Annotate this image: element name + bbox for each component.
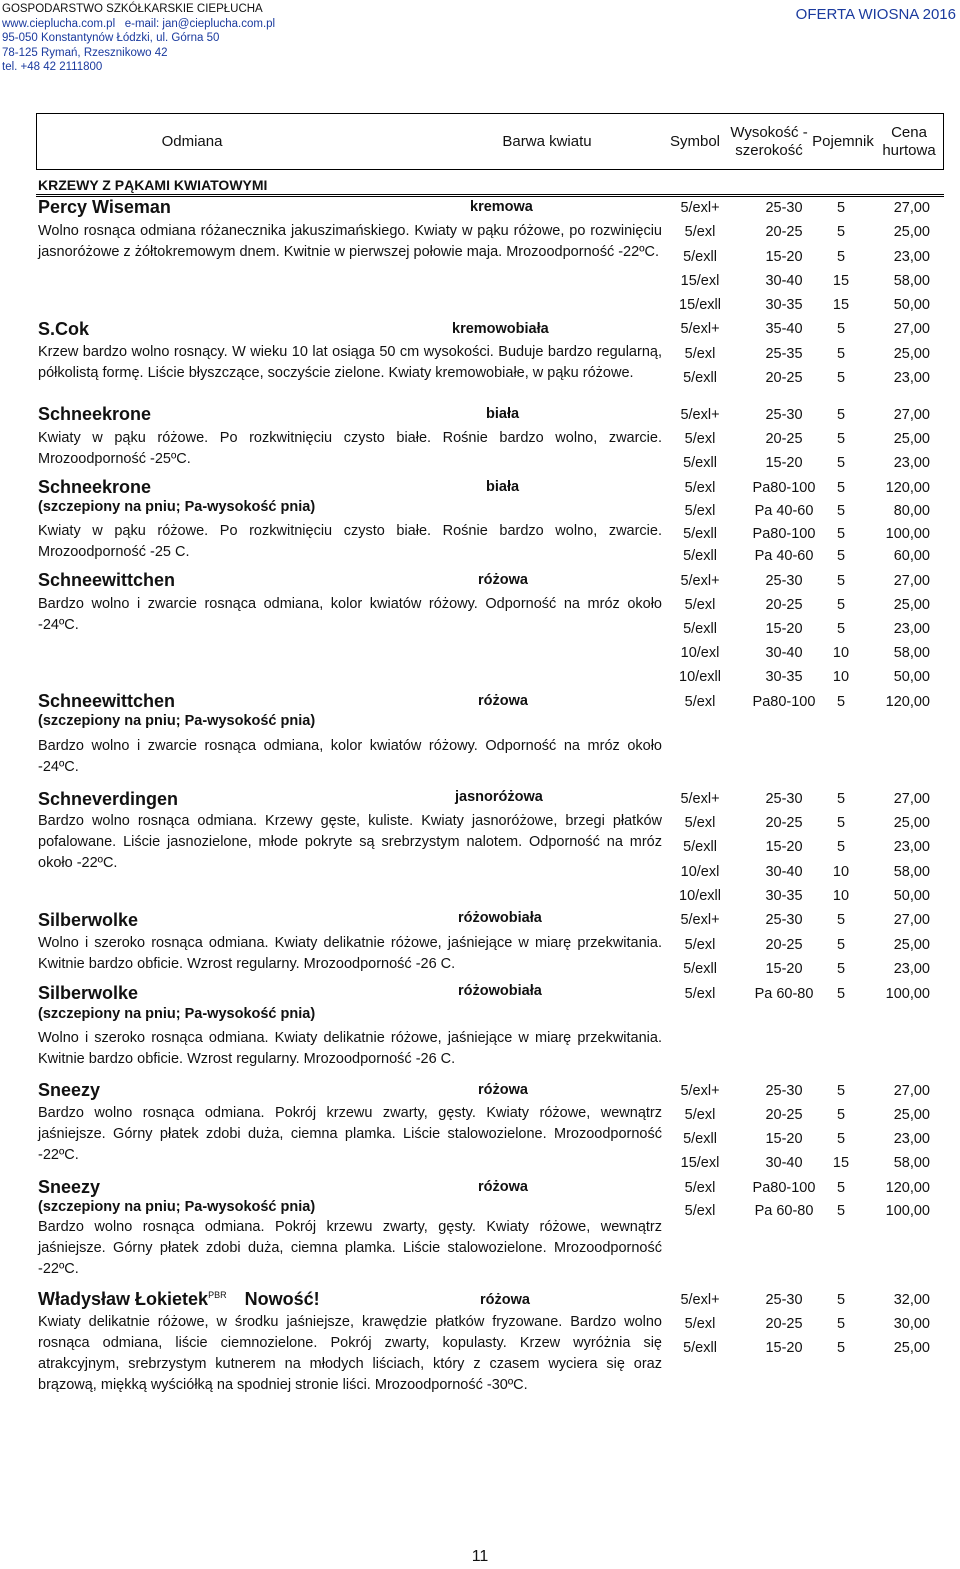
variety-description: Bardzo wolno i zwarcie rosnąca odmiana, kolor kwiatów różowy. Odporność na mróz około -24ºC.: [38, 738, 662, 775]
variety-name: S.Cok: [38, 319, 90, 339]
page-number: 11: [471, 1548, 489, 1565]
price: 100,00: [885, 986, 930, 1002]
symbol: 15/exl: [680, 273, 720, 289]
price: 27,00: [893, 200, 930, 216]
height: 15-20: [765, 1340, 803, 1356]
height: Pa 40-60: [754, 548, 814, 564]
variety-name: Schneewittchen: [38, 570, 176, 590]
price: 50,00: [893, 888, 930, 904]
flower-color: różowa: [478, 1082, 528, 1098]
graft-note: (szczepiony na pniu; Pa-wysokość pnia): [38, 1006, 316, 1022]
flower-color: różowa: [478, 1179, 528, 1195]
flower-color: różowa: [478, 572, 528, 588]
price-row: [660, 499, 950, 523]
variety-description: Wolno rosnąca odmiana różanecznika jakuszimańskiego. Kwiaty w pąku różowe, po rozwinięciu jasnoróżowe z żółtokremowym dnem. Kwitnie w pierwszej połowie maja. Mrozoodporność -22ºC.: [38, 223, 662, 260]
header-symbol: Symbol: [669, 132, 721, 150]
flower-color: różowa: [480, 1292, 530, 1308]
symbol: 5/exll: [683, 961, 717, 977]
container: 10: [832, 669, 850, 685]
container: 5: [836, 597, 846, 613]
symbol: 5/exll: [683, 839, 717, 855]
company-phone: tel. +48 42 2111800: [2, 61, 103, 73]
symbol: 5/exl: [684, 1316, 716, 1332]
symbol: 5/exll: [683, 526, 717, 542]
price-row: [660, 982, 950, 1006]
price-row: [660, 220, 950, 244]
pbr-mark: PBR: [208, 1290, 227, 1300]
variety-name: Silberwolke: [38, 983, 139, 1003]
container: 5: [836, 200, 846, 216]
price-row: [660, 957, 950, 981]
flower-color: biała: [486, 406, 520, 422]
variety-description: Kwiaty delikatnie różowe, w środku jaśniejsze, krawędzie płatków fryzowane. Bardzo wolno rosnąca odmiana, liście ciemnozielone. Pokrój zwarty, kopulasty. Krzew wyróżnia się atrakcyjnym, srebrzystym kutnerem na młodych liściach, który z czasem wyciera się oraz brązową, miękką wyściółką na spodniej stronie liści. Mrozoodporność -30ºC.: [38, 1314, 662, 1393]
height: 30-40: [765, 864, 803, 880]
price-row: [660, 1151, 950, 1175]
variety-name: [38, 1289, 320, 1310]
price-row: [660, 593, 950, 617]
container: 5: [836, 937, 846, 953]
price: 50,00: [893, 297, 930, 313]
price: 25,00: [893, 597, 930, 613]
price: 27,00: [893, 1083, 930, 1099]
price: 23,00: [893, 249, 930, 265]
variety-name: Schneverdingen: [38, 789, 179, 809]
price: 23,00: [893, 370, 930, 386]
price-row: [660, 1103, 950, 1127]
symbol: 5/exl: [684, 503, 716, 519]
container: 5: [836, 431, 846, 447]
symbol: 5/exl: [684, 1180, 716, 1196]
price: 58,00: [893, 273, 930, 289]
container: 5: [836, 480, 846, 496]
flower-color: różowobiała: [458, 910, 542, 926]
height: 25-30: [765, 407, 803, 423]
symbol: 10/exl: [680, 645, 720, 661]
height: 15-20: [765, 839, 803, 855]
header-height: Wysokość - szerokość: [730, 123, 808, 159]
price: 27,00: [893, 573, 930, 589]
price: 30,00: [893, 1316, 930, 1332]
symbol: 5/exl: [684, 346, 716, 362]
price-row: [660, 476, 950, 500]
graft-note: (szczepiony na pniu; Pa-wysokość pnia): [38, 713, 316, 729]
price-row: [660, 1176, 950, 1200]
price: 100,00: [885, 1203, 930, 1219]
height: 30-35: [765, 888, 803, 904]
container: 5: [836, 224, 846, 240]
height: Pa 60-80: [754, 986, 814, 1002]
price-row: [660, 569, 950, 593]
price: 100,00: [885, 526, 930, 542]
height: 20-25: [765, 1107, 803, 1123]
price-row: [660, 403, 950, 427]
variety-description: Bardzo wolno rosnąca odmiana. Pokrój krzewu zwarty, gęsty. Kwiaty różowe, wewnątrz jaśniejsze. Górny płatek zdobi duża, ciemna plamka. Liście stalowozielone. Mrozoodporność -22ºC.: [38, 1105, 662, 1163]
height: 30-40: [765, 645, 803, 661]
price: 25,00: [893, 224, 930, 240]
container: 5: [836, 1292, 846, 1308]
price: 25,00: [893, 1107, 930, 1123]
container: 5: [836, 321, 846, 337]
company-contact: [2, 17, 275, 32]
price: 27,00: [893, 321, 930, 337]
container: 5: [836, 573, 846, 589]
container: 5: [836, 1083, 846, 1099]
price-row: [660, 269, 950, 293]
price: 80,00: [893, 503, 930, 519]
price: 32,00: [893, 1292, 930, 1308]
symbol: 5/exl+: [680, 407, 720, 423]
height: 20-25: [765, 597, 803, 613]
symbol: 5/exll: [683, 621, 717, 637]
variety-name: Schneewittchen: [38, 691, 176, 711]
container: 15: [832, 297, 850, 313]
price-row: [660, 1127, 950, 1151]
container: 10: [832, 888, 850, 904]
container: 5: [836, 1180, 846, 1196]
height: 15-20: [765, 1131, 803, 1147]
container: 5: [836, 912, 846, 928]
price-row: [660, 293, 950, 317]
variety-name: Schneekrone: [38, 477, 152, 497]
symbol: 10/exl: [680, 864, 720, 880]
price: 120,00: [885, 694, 930, 710]
container: 5: [836, 1340, 846, 1356]
price: 27,00: [893, 407, 930, 423]
price-row: [660, 665, 950, 689]
container: 5: [836, 407, 846, 423]
category-title: KRZEWY Z PĄKAMI KWIATOWYMI: [38, 177, 268, 193]
price-row: [660, 908, 950, 932]
price: 58,00: [893, 1155, 930, 1171]
container: 5: [836, 1131, 846, 1147]
symbol: 5/exll: [683, 455, 717, 471]
price-row: [660, 835, 950, 859]
height: Pa 40-60: [754, 503, 814, 519]
price-row: [660, 196, 950, 220]
symbol: 5/exll: [683, 1131, 717, 1147]
container: 5: [836, 961, 846, 977]
symbol: 5/exl+: [680, 573, 720, 589]
symbol: 5/exl: [684, 597, 716, 613]
symbol: 5/exl+: [680, 1083, 720, 1099]
symbol: 5/exl: [684, 1203, 716, 1219]
price: 50,00: [893, 669, 930, 685]
container: 15: [832, 1155, 850, 1171]
header-price: Cena hurtowa: [882, 123, 936, 159]
symbol: 5/exl: [684, 815, 716, 831]
height: 25-30: [765, 573, 803, 589]
company-address-2: 78-125 Rymań, Rzesznikowo 42: [2, 46, 168, 59]
new-badge: Nowość!: [244, 1289, 320, 1309]
price-row: [660, 641, 950, 665]
container: 5: [836, 548, 846, 564]
price: 60,00: [893, 548, 930, 564]
variety-description: Wolno i szeroko rosnąca odmiana. Kwiaty delikatnie różowe, jaśniejące w miarę przekwitania. Kwitnie bardzo obficie. Wzrost regularny. Mrozoodporność -26 C.: [38, 935, 662, 972]
variety-description: Bardzo wolno rosnąca odmiana. Pokrój krzewu zwarty, gęsty. Kwiaty różowe, wewnątrz jaśniejsze. Górny płatek zdobi duża, ciemna plamka. Liście stalowozielone. Mrozoodporność -22ºC.: [38, 1219, 662, 1277]
variety-description: Bardzo wolno rosnąca odmiana. Krzewy gęste, kuliste. Kwiaty jasnoróżowe, brzegi płatków pofalowane. Liście jasnozielone, młode pokryte są srebrzystym nalotem. Odporność na mróz około -22ºC.: [38, 813, 662, 871]
flower-color: różowa: [478, 693, 528, 709]
height: 25-30: [765, 791, 803, 807]
height: Pa80-100: [752, 1180, 816, 1196]
price-row: [660, 427, 950, 451]
symbol: 5/exl+: [680, 1292, 720, 1308]
header-container: Pojemnik: [812, 132, 874, 150]
height: Pa80-100: [752, 480, 816, 496]
height: 25-30: [765, 1083, 803, 1099]
price: 23,00: [893, 961, 930, 977]
height: 25-30: [765, 1292, 803, 1308]
height: 20-25: [765, 224, 803, 240]
container: 15: [832, 273, 850, 289]
symbol: 5/exll: [683, 548, 717, 564]
container: 5: [836, 503, 846, 519]
price: 27,00: [893, 912, 930, 928]
symbol: 5/exl: [684, 431, 716, 447]
company-info: [2, 2, 275, 75]
height: Pa 60-80: [754, 1203, 814, 1219]
symbol: 5/exl+: [680, 321, 720, 337]
symbol: 15/exll: [679, 297, 721, 313]
company-name: GOSPODARSTWO SZKÓŁKARSKIE CIEPŁUCHA: [2, 3, 263, 15]
container: 5: [836, 986, 846, 1002]
container: 10: [832, 645, 850, 661]
price-row: [660, 690, 950, 714]
height: 30-40: [765, 273, 803, 289]
container: 5: [836, 1203, 846, 1219]
height: 20-25: [765, 370, 803, 386]
container: 5: [836, 694, 846, 710]
variety-description: Krzew bardzo wolno rosnący. W wieku 10 lat osiąga 50 cm wysokości. Buduje bardzo regularną, półkolistą formę. Liście błyszczące, soczyście zielone. Kwiaty kremowobiałe, w pąku różowe.: [38, 344, 662, 381]
symbol: 5/exll: [683, 370, 717, 386]
container: 5: [836, 621, 846, 637]
height: 20-25: [765, 937, 803, 953]
price: 23,00: [893, 621, 930, 637]
height: 25-30: [765, 912, 803, 928]
height: 25-30: [765, 200, 803, 216]
height: 30-35: [765, 669, 803, 685]
header-variety: Odmiana: [161, 132, 223, 150]
height: 15-20: [765, 961, 803, 977]
height: 20-25: [765, 431, 803, 447]
price: 120,00: [885, 480, 930, 496]
height: 20-25: [765, 815, 803, 831]
price-row: [660, 884, 950, 908]
price: 25,00: [893, 937, 930, 953]
price-row: [660, 1336, 950, 1360]
symbol: 5/exll: [683, 249, 717, 265]
flower-color: różowobiała: [458, 983, 542, 999]
flower-color: kremowa: [470, 199, 533, 215]
header-flower-color: Barwa kwiatu: [502, 132, 592, 150]
price-row: [660, 1079, 950, 1103]
price-row: [660, 544, 950, 568]
variety-name: Sneezy: [38, 1080, 101, 1100]
height: 15-20: [765, 621, 803, 637]
price-row: [660, 811, 950, 835]
height: 15-20: [765, 455, 803, 471]
symbol: 5/exl+: [680, 912, 720, 928]
flower-color: jasnoróżowa: [455, 789, 543, 805]
price: 25,00: [893, 431, 930, 447]
company-email[interactable]: e-mail: jan@cieplucha.com.pl: [124, 17, 276, 30]
price: 58,00: [893, 864, 930, 880]
price-row: [660, 933, 950, 957]
height: Pa80-100: [752, 694, 816, 710]
variety-name: Sneezy: [38, 1177, 101, 1197]
symbol: 5/exll: [683, 1340, 717, 1356]
height: 25-35: [765, 346, 803, 362]
price: 23,00: [893, 1131, 930, 1147]
variety-description: Bardzo wolno i zwarcie rosnąca odmiana, kolor kwiatów różowy. Odporność na mróz około -24ºC.: [38, 596, 662, 633]
price: 25,00: [893, 815, 930, 831]
symbol: 5/exl+: [680, 791, 720, 807]
variety-name: Schneekrone: [38, 404, 152, 424]
height: Pa80-100: [752, 526, 816, 542]
price-row: [660, 522, 950, 546]
price-row: [660, 787, 950, 811]
container: 5: [836, 455, 846, 471]
height: 15-20: [765, 249, 803, 265]
container: 5: [836, 815, 846, 831]
price-row: [660, 617, 950, 641]
variety-description: Wolno i szeroko rosnąca odmiana. Kwiaty delikatnie różowe, jaśniejące w miarę przekwitania. Kwitnie bardzo obficie. Wzrost regularny. Mrozoodporność -26 C.: [38, 1030, 662, 1067]
container: 5: [836, 526, 846, 542]
price: 23,00: [893, 839, 930, 855]
symbol: 5/exl: [684, 1107, 716, 1123]
price: 27,00: [893, 791, 930, 807]
symbol: 5/exl: [684, 224, 716, 240]
symbol: 5/exl: [684, 694, 716, 710]
price: 25,00: [893, 1340, 930, 1356]
category-divider: [36, 194, 944, 195]
variety-name: Percy Wiseman: [38, 197, 171, 217]
height: 30-35: [765, 297, 803, 313]
variety-name: Silberwolke: [38, 910, 139, 930]
price: 23,00: [893, 455, 930, 471]
price: 58,00: [893, 645, 930, 661]
offer-title: OFERTA WIOSNA 2016: [795, 6, 956, 23]
price-row: [660, 342, 950, 366]
height: 35-40: [765, 321, 803, 337]
symbol: 5/exl: [684, 937, 716, 953]
symbol: 10/exll: [679, 888, 721, 904]
symbol: 15/exl: [680, 1155, 720, 1171]
height: 30-40: [765, 1155, 803, 1171]
graft-note: (szczepiony na pniu; Pa-wysokość pnia): [38, 1199, 316, 1215]
container: 5: [836, 791, 846, 807]
company-address-1: 95-050 Konstantynów Łódzki, ul. Górna 50: [2, 32, 220, 44]
variety-name-text: Władysław Łokietek: [38, 1289, 209, 1309]
price-row: [660, 317, 950, 341]
flower-color: biała: [486, 479, 520, 495]
price-row: [660, 1199, 950, 1223]
symbol: 5/exl+: [680, 200, 720, 216]
container: 5: [836, 1316, 846, 1332]
variety-description: Kwiaty w pąku różowe. Po rozkwitnięciu czysto białe. Rośnie bardzo wolno, zwarcie. Mrozoodporność -25ºC.: [38, 430, 662, 467]
height: 20-25: [765, 1316, 803, 1332]
price-row: [660, 860, 950, 884]
price: 25,00: [893, 346, 930, 362]
container: 5: [836, 249, 846, 265]
graft-note: (szczepiony na pniu; Pa-wysokość pnia): [38, 499, 316, 515]
price: 120,00: [885, 1180, 930, 1196]
container: 5: [836, 370, 846, 386]
symbol: 5/exl: [684, 480, 716, 496]
container: 5: [836, 839, 846, 855]
flower-color: kremowobiała: [452, 321, 549, 337]
container: 5: [836, 346, 846, 362]
price-row: [660, 245, 950, 269]
symbol: 10/exll: [679, 669, 721, 685]
price-row: [660, 451, 950, 475]
company-web-link[interactable]: www.cieplucha.com.pl: [2, 17, 116, 30]
symbol: 5/exl: [684, 986, 716, 1002]
price-row: [660, 1312, 950, 1336]
variety-description: Kwiaty w pąku różowe. Po rozkwitnięciu czysto białe. Rośnie bardzo wolno, zwarcie. Mrozoodporność -25 C.: [38, 523, 662, 560]
price-row: [660, 1288, 950, 1312]
table-header: [36, 113, 944, 170]
price-row: [660, 366, 950, 390]
container: 5: [836, 1107, 846, 1123]
container: 10: [832, 864, 850, 880]
